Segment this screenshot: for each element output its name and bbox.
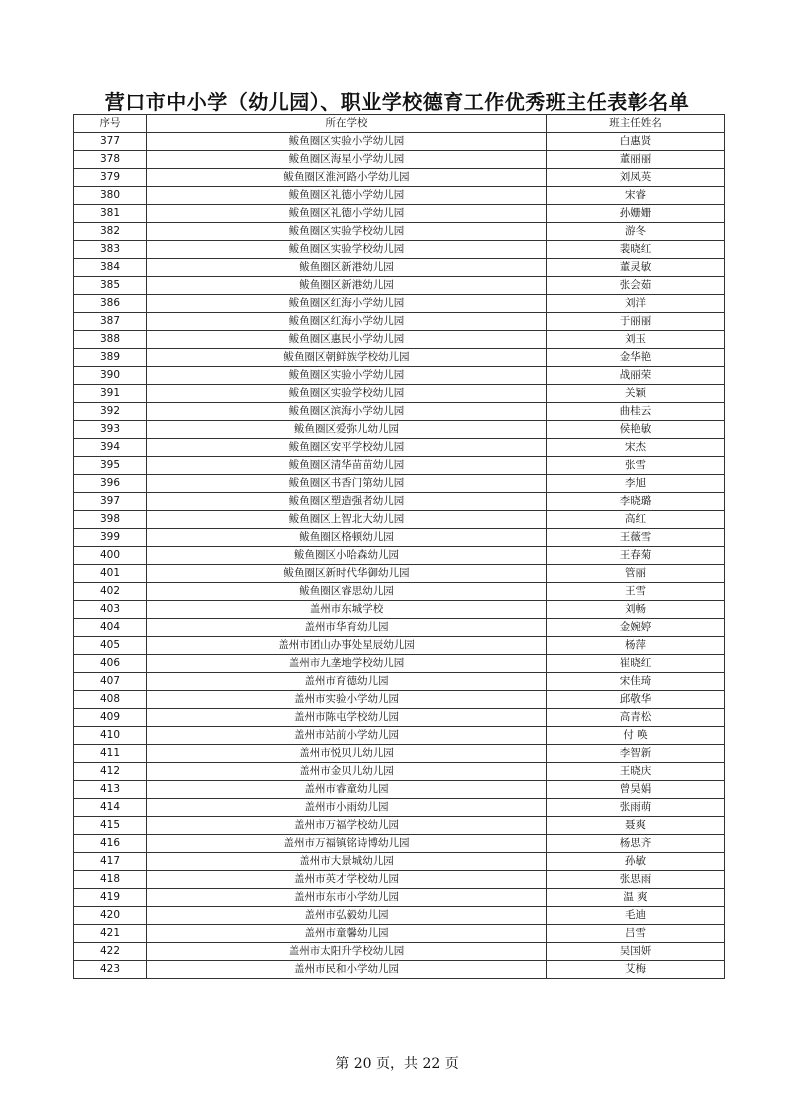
table-header-row: [74, 115, 725, 133]
cell-serial-number: 378: [74, 151, 147, 169]
cell-teacher-name: 刘畅: [547, 601, 725, 619]
cell-teacher-name: 李晓璐: [547, 493, 725, 511]
cell-teacher-name: 宋睿: [547, 187, 725, 205]
cell-teacher-name: 游冬: [547, 223, 725, 241]
cell-teacher-name: 付 唤: [547, 727, 725, 745]
cell-teacher-name: 董丽丽: [547, 151, 725, 169]
cell-teacher-name: 孙敏: [547, 853, 725, 871]
cell-serial-number: 400: [74, 547, 147, 565]
cell-serial-number: 415: [74, 817, 147, 835]
table-row: [74, 799, 725, 817]
table-row: [74, 925, 725, 943]
cell-school: 鲅鱼圈区红海小学幼儿园: [147, 295, 547, 313]
page-title: 营口市中小学（幼儿园）、职业学校德育工作优秀班主任表彰名单: [104, 90, 690, 114]
table-row: [74, 673, 725, 691]
cell-serial-number: 417: [74, 853, 147, 871]
table-row: [74, 817, 725, 835]
cell-teacher-name: 刘洋: [547, 295, 725, 313]
cell-serial-number: 390: [74, 367, 147, 385]
cell-teacher-name: 白惠贤: [547, 133, 725, 151]
cell-teacher-name: 金婉婷: [547, 619, 725, 637]
table-row: [74, 583, 725, 601]
cell-school: 鲅鱼圈区塑造强者幼儿园: [147, 493, 547, 511]
cell-school: 鲅鱼圈区睿思幼儿园: [147, 583, 547, 601]
cell-serial-number: 413: [74, 781, 147, 799]
cell-teacher-name: 曲桂云: [547, 403, 725, 421]
cell-serial-number: 397: [74, 493, 147, 511]
cell-school: 鲅鱼圈区朝鲜族学校幼儿园: [147, 349, 547, 367]
header-serial-number: 序号: [74, 115, 147, 133]
table-row: [74, 601, 725, 619]
cell-serial-number: 402: [74, 583, 147, 601]
cell-teacher-name: 宋杰: [547, 439, 725, 457]
cell-teacher-name: 王晓庆: [547, 763, 725, 781]
cell-teacher-name: 宋佳琦: [547, 673, 725, 691]
cell-serial-number: 383: [74, 241, 147, 259]
table-row: [74, 493, 725, 511]
table-row: [74, 871, 725, 889]
cell-serial-number: 416: [74, 835, 147, 853]
cell-school: 鲅鱼圈区安平学校幼儿园: [147, 439, 547, 457]
table-row: [74, 169, 725, 187]
cell-serial-number: 422: [74, 943, 147, 961]
table-row: [74, 331, 725, 349]
cell-teacher-name: 董灵敏: [547, 259, 725, 277]
cell-teacher-name: 聂爽: [547, 817, 725, 835]
table-row: [74, 151, 725, 169]
table-row: [74, 475, 725, 493]
cell-school: 鲅鱼圈区红海小学幼儿园: [147, 313, 547, 331]
table-row: [74, 655, 725, 673]
cell-serial-number: 393: [74, 421, 147, 439]
cell-teacher-name: 王薇雪: [547, 529, 725, 547]
cell-teacher-name: 高红: [547, 511, 725, 529]
table-row: [74, 781, 725, 799]
cell-school: 盖州市实验小学幼儿园: [147, 691, 547, 709]
cell-serial-number: 387: [74, 313, 147, 331]
cell-teacher-name: 杨萍: [547, 637, 725, 655]
cell-teacher-name: 艾梅: [547, 961, 725, 979]
cell-serial-number: 420: [74, 907, 147, 925]
cell-serial-number: 377: [74, 133, 147, 151]
cell-teacher-name: 战丽荣: [547, 367, 725, 385]
table-row: [74, 223, 725, 241]
cell-serial-number: 421: [74, 925, 147, 943]
cell-serial-number: 395: [74, 457, 147, 475]
cell-serial-number: 381: [74, 205, 147, 223]
honor-roll-table: [73, 114, 725, 979]
cell-serial-number: 392: [74, 403, 147, 421]
cell-serial-number: 419: [74, 889, 147, 907]
cell-serial-number: 388: [74, 331, 147, 349]
table-row: [74, 457, 725, 475]
cell-serial-number: 385: [74, 277, 147, 295]
cell-teacher-name: 关颖: [547, 385, 725, 403]
cell-school: 鲅鱼圈区实验学校幼儿园: [147, 241, 547, 259]
table-row: [74, 709, 725, 727]
cell-school: 鲅鱼圈区实验学校幼儿园: [147, 385, 547, 403]
cell-school: 盖州市弘毅幼儿园: [147, 907, 547, 925]
table-row: [74, 385, 725, 403]
cell-teacher-name: 曾昊娟: [547, 781, 725, 799]
table-row: [74, 439, 725, 457]
cell-teacher-name: 刘凤英: [547, 169, 725, 187]
cell-teacher-name: 孙姗姗: [547, 205, 725, 223]
cell-serial-number: 409: [74, 709, 147, 727]
table-row: [74, 727, 725, 745]
cell-school: 盖州市童馨幼儿园: [147, 925, 547, 943]
cell-school: 鲅鱼圈区书香门第幼儿园: [147, 475, 547, 493]
cell-serial-number: 384: [74, 259, 147, 277]
table-row: [74, 889, 725, 907]
cell-serial-number: 379: [74, 169, 147, 187]
cell-school: 鲅鱼圈区格顿幼儿园: [147, 529, 547, 547]
cell-teacher-name: 王春菊: [547, 547, 725, 565]
cell-school: 鲅鱼圈区上智北大幼儿园: [147, 511, 547, 529]
cell-school: 盖州市陈屯学校幼儿园: [147, 709, 547, 727]
cell-teacher-name: 刘玉: [547, 331, 725, 349]
table-row: [74, 961, 725, 979]
cell-serial-number: 404: [74, 619, 147, 637]
cell-school: 盖州市站前小学幼儿园: [147, 727, 547, 745]
cell-serial-number: 399: [74, 529, 147, 547]
cell-teacher-name: 裴晓红: [547, 241, 725, 259]
cell-school: 鲅鱼圈区爱弥儿幼儿园: [147, 421, 547, 439]
table-row: [74, 295, 725, 313]
cell-school: 盖州市小雨幼儿园: [147, 799, 547, 817]
cell-teacher-name: 毛迪: [547, 907, 725, 925]
cell-teacher-name: 张雨萌: [547, 799, 725, 817]
table-row: [74, 187, 725, 205]
cell-teacher-name: 李旭: [547, 475, 725, 493]
table-row: [74, 349, 725, 367]
cell-serial-number: 382: [74, 223, 147, 241]
table-row: [74, 637, 725, 655]
cell-teacher-name: 金华艳: [547, 349, 725, 367]
cell-school: 盖州市育德幼儿园: [147, 673, 547, 691]
cell-school: 鲅鱼圈区礼德小学幼儿园: [147, 205, 547, 223]
cell-school: 鲅鱼圈区清华苗苗幼儿园: [147, 457, 547, 475]
cell-school: 鲅鱼圈区新港幼儿园: [147, 277, 547, 295]
cell-school: 盖州市华育幼儿园: [147, 619, 547, 637]
cell-serial-number: 418: [74, 871, 147, 889]
cell-school: 盖州市东城学校: [147, 601, 547, 619]
cell-school: 盖州市团山办事处星辰幼儿园: [147, 637, 547, 655]
cell-school: 鲅鱼圈区实验小学幼儿园: [147, 133, 547, 151]
cell-teacher-name: 吴国妍: [547, 943, 725, 961]
cell-serial-number: 423: [74, 961, 147, 979]
table-row: [74, 529, 725, 547]
cell-teacher-name: 张思雨: [547, 871, 725, 889]
cell-serial-number: 398: [74, 511, 147, 529]
cell-school: 盖州市悦贝儿幼儿园: [147, 745, 547, 763]
table-row: [74, 205, 725, 223]
table-row: [74, 241, 725, 259]
table-row: [74, 619, 725, 637]
header-school: 所在学校: [147, 115, 547, 133]
table-row: [74, 907, 725, 925]
cell-teacher-name: 温 爽: [547, 889, 725, 907]
cell-serial-number: 396: [74, 475, 147, 493]
cell-school: 鲅鱼圈区海星小学幼儿园: [147, 151, 547, 169]
cell-serial-number: 389: [74, 349, 147, 367]
cell-school: 盖州市民和小学幼儿园: [147, 961, 547, 979]
cell-school: 鲅鱼圈区礼德小学幼儿园: [147, 187, 547, 205]
table-row: [74, 367, 725, 385]
cell-school: 盖州市英才学校幼儿园: [147, 871, 547, 889]
table-row: [74, 277, 725, 295]
table-row: [74, 133, 725, 151]
cell-school: 盖州市睿童幼儿园: [147, 781, 547, 799]
cell-school: 盖州市万福镇铭诗博幼儿园: [147, 835, 547, 853]
cell-serial-number: 380: [74, 187, 147, 205]
cell-teacher-name: 张会茹: [547, 277, 725, 295]
header-teacher-name: 班主任姓名: [547, 115, 725, 133]
cell-serial-number: 412: [74, 763, 147, 781]
cell-school: 鲅鱼圈区新时代华御幼儿园: [147, 565, 547, 583]
cell-serial-number: 401: [74, 565, 147, 583]
cell-teacher-name: 杨思齐: [547, 835, 725, 853]
cell-teacher-name: 高青松: [547, 709, 725, 727]
cell-school: 盖州市金贝儿幼儿园: [147, 763, 547, 781]
table-row: [74, 943, 725, 961]
table-row: [74, 763, 725, 781]
page-number: 第 20 页，共 22 页: [335, 1056, 459, 1072]
table-row: [74, 565, 725, 583]
cell-teacher-name: 吕雪: [547, 925, 725, 943]
table-row: [74, 853, 725, 871]
cell-serial-number: 407: [74, 673, 147, 691]
cell-school: 鲅鱼圈区惠民小学幼儿园: [147, 331, 547, 349]
cell-school: 鲅鱼圈区新港幼儿园: [147, 259, 547, 277]
cell-school: 鲅鱼圈区小哈森幼儿园: [147, 547, 547, 565]
table-row: [74, 691, 725, 709]
cell-serial-number: 391: [74, 385, 147, 403]
cell-teacher-name: 王雪: [547, 583, 725, 601]
cell-teacher-name: 管丽: [547, 565, 725, 583]
cell-serial-number: 394: [74, 439, 147, 457]
cell-school: 鲅鱼圈区淮河路小学幼儿园: [147, 169, 547, 187]
table-body: [74, 133, 725, 979]
cell-serial-number: 386: [74, 295, 147, 313]
cell-school: 盖州市大景城幼儿园: [147, 853, 547, 871]
table-row: [74, 745, 725, 763]
cell-teacher-name: 李智新: [547, 745, 725, 763]
cell-teacher-name: 于丽丽: [547, 313, 725, 331]
cell-teacher-name: 邱敬华: [547, 691, 725, 709]
cell-school: 盖州市九垄地学校幼儿园: [147, 655, 547, 673]
table-row: [74, 835, 725, 853]
cell-serial-number: 406: [74, 655, 147, 673]
cell-teacher-name: 侯艳敏: [547, 421, 725, 439]
cell-school: 盖州市太阳升学校幼儿园: [147, 943, 547, 961]
cell-serial-number: 414: [74, 799, 147, 817]
cell-school: 盖州市东市小学幼儿园: [147, 889, 547, 907]
table-row: [74, 313, 725, 331]
cell-school: 鲅鱼圈区实验小学幼儿园: [147, 367, 547, 385]
cell-serial-number: 411: [74, 745, 147, 763]
table-row: [74, 259, 725, 277]
table-row: [74, 403, 725, 421]
cell-serial-number: 405: [74, 637, 147, 655]
cell-teacher-name: 张雪: [547, 457, 725, 475]
table-row: [74, 421, 725, 439]
cell-serial-number: 408: [74, 691, 147, 709]
cell-school: 盖州市万福学校幼儿园: [147, 817, 547, 835]
cell-teacher-name: 崔晓红: [547, 655, 725, 673]
cell-school: 鲅鱼圈区实验学校幼儿园: [147, 223, 547, 241]
table-row: [74, 511, 725, 529]
cell-school: 鲅鱼圈区滨海小学幼儿园: [147, 403, 547, 421]
table-row: [74, 547, 725, 565]
cell-serial-number: 403: [74, 601, 147, 619]
cell-serial-number: 410: [74, 727, 147, 745]
